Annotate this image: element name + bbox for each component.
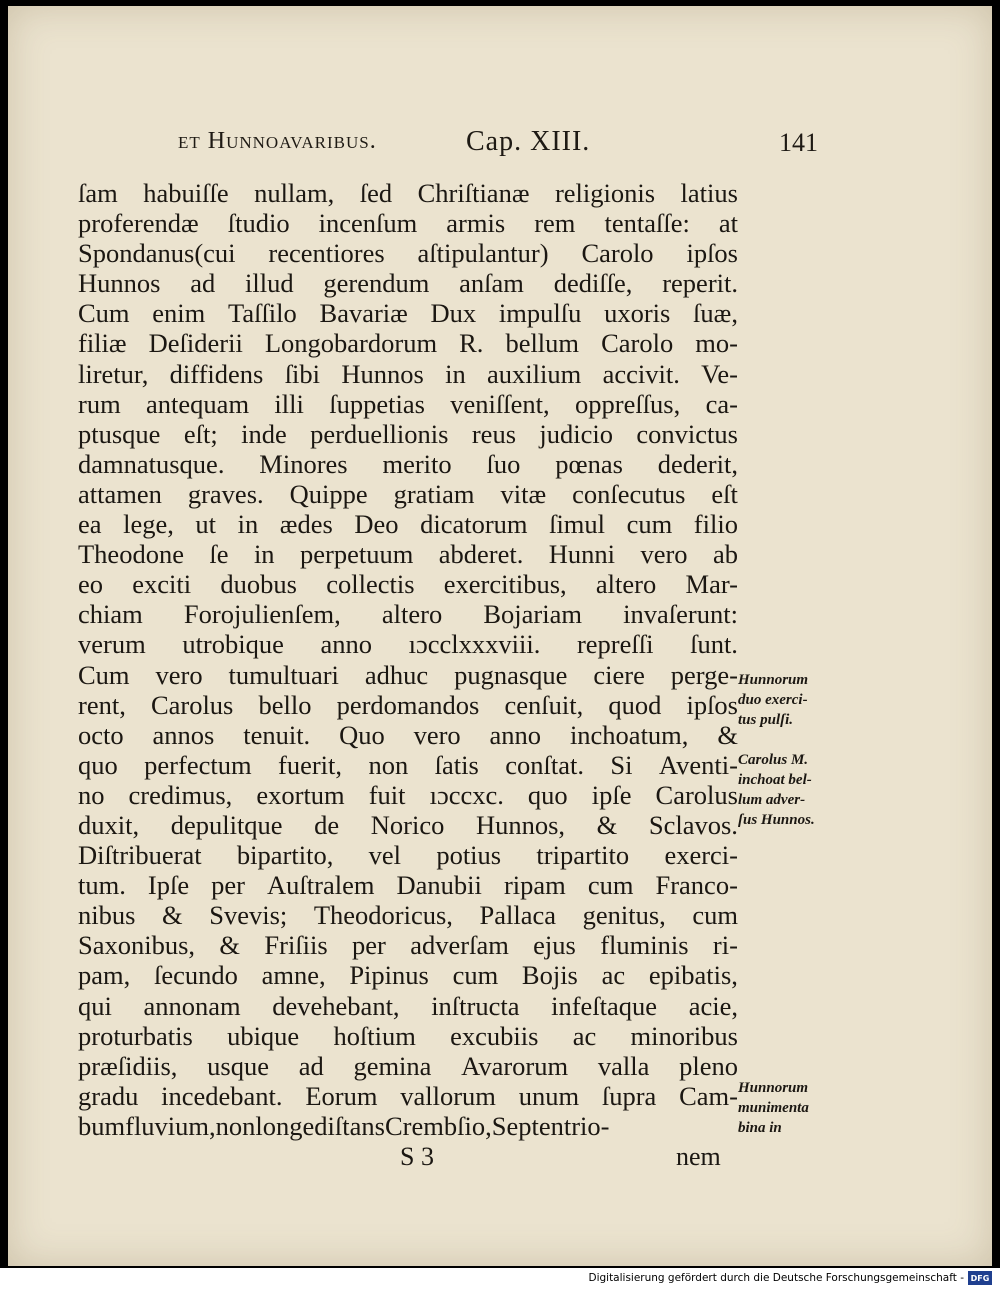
dfg-logo-icon: DFG	[968, 1271, 992, 1285]
text-line: verum utrobique anno ıɔcclxxxviii. repreſſi ſunt.	[78, 629, 738, 660]
text-line: rent, Carolus bello perdomandos cenſuit, quod ipſos	[78, 689, 738, 720]
running-head-chapter: Cap. XIII.	[466, 126, 591, 157]
page-number: 141	[779, 128, 818, 157]
text-line: proturbatis ubique hoſtium excubiis ac minoribus	[78, 1020, 738, 1051]
marginal-note-carolus	[738, 750, 858, 830]
text-line: ea lege, ut in ædes Deo dicatorum ſimul cum filio	[78, 509, 738, 540]
text-line: damnatusque. Minores merito ſuo pœnas dederit,	[78, 448, 738, 479]
funding-notice: Digitalisierung gefördert durch die Deutsche Forschungsgemeinschaft -	[588, 1272, 964, 1284]
text-line: qui annonam devehebant, inſtructa infeſtaque acie,	[78, 990, 738, 1021]
marginal-note-line: lum adver-	[738, 792, 806, 808]
text-line: gradu incedebant. Eorum vallorum unum ſupra Cam-	[78, 1080, 738, 1111]
text-line: quo perfectum fuerit, non ſatis conſtat. Si Aventi-	[78, 749, 738, 780]
marginal-note-line: inchoat bel-	[738, 772, 812, 788]
text-line: Theodone ſe in perpetuum abderet. Hunni vero ab	[78, 539, 738, 570]
text-line: eo exciti duobus collectis exercitibus, altero Mar-	[78, 569, 738, 600]
text-line: liretur, diffidens ſibi Hunnos in auxilium accivit. Ve-	[78, 358, 738, 389]
text-line: rum antequam illi ſuppetias veniſſent, oppreſſus, ca-	[78, 388, 738, 419]
signature-mark: S 3	[400, 1142, 434, 1171]
marginal-note-line: ſus Hunnos.	[738, 812, 815, 828]
text-line: attamen graves. Quippe gratiam vitæ conſecutus eſt	[78, 478, 738, 509]
text-line: Hunnos ad illud gerendum anſam dediſſe, reperit.	[78, 268, 738, 299]
text-line: Cum vero tumultuari adhuc pugnasque ciere perge-	[78, 659, 738, 690]
marginal-note-line: Hunnorum	[738, 1080, 809, 1096]
marginal-note-line: Carolus M.	[738, 752, 809, 768]
running-head-title: et Hunnoavaribus.	[178, 128, 377, 154]
text-line: ptusque eſt; inde perduellionis reus judicio convictus	[78, 418, 738, 449]
marginal-note-line: munimenta	[738, 1100, 809, 1116]
marginal-note-munimenta	[738, 1078, 858, 1138]
text-line: præſidiis, usque ad gemina Avarorum valla pleno	[78, 1050, 738, 1081]
text-line: chiam Forojulienſem, altero Bojariam invaſerunt:	[78, 599, 738, 630]
text-line: octo annos tenuit. Quo vero anno inchoatum, &	[78, 719, 738, 750]
text-line: tum. Ipſe per Auſtralem Danubii ripam cum Franco-	[78, 870, 738, 901]
book-page	[8, 6, 992, 1266]
marginal-note-line: bina in	[738, 1120, 782, 1136]
body-text	[78, 178, 738, 1141]
text-line: filiæ Deſiderii Longobardorum R. bellum Carolo mo-	[78, 328, 738, 359]
text-line: duxit, depulitque de Norico Hunnos, & Sclavos.	[78, 809, 738, 840]
text-line: nibus & Svevis; Theodoricus, Pallaca genitus, cum	[78, 900, 738, 931]
text-line: Cum enim Taſſilo Bavariæ Dux impulſu uxoris ſuæ,	[78, 298, 738, 329]
text-line: ſam habuiſſe nullam, ſed Chriſtianæ religionis latius	[78, 178, 738, 208]
text-line: Spondanus(cui recentiores aſtipulantur) Carolo ipſos	[78, 238, 738, 269]
text-line: no credimus, exortum fuit ıɔccxc. quo ipſe Carolus	[78, 779, 738, 810]
marginal-note-line: duo exerci-	[738, 692, 808, 708]
marginal-note-line: tus pulſi.	[738, 712, 794, 728]
catchword: nem	[676, 1142, 721, 1171]
marginal-note-hunnorum-exercitus	[738, 670, 858, 730]
marginal-note-line: Hunnorum	[738, 672, 809, 688]
text-line: Diſtribuerat bipartito, vel potius tripartito exerci-	[78, 840, 738, 871]
text-line: bum fluvium, non longe diſtans Crembſio, Septentrio-	[78, 1110, 610, 1141]
text-line: proferendæ ſtudio incenſum armis rem tentaſſe: at	[78, 208, 738, 239]
running-head	[178, 124, 818, 164]
footer-bar	[0, 1268, 1000, 1289]
text-line: Saxonibus, & Friſiis per adverſam ejus fluminis ri-	[78, 930, 738, 961]
text-line: pam, ſecundo amne, Pipinus cum Bojis ac epibatis,	[78, 960, 738, 991]
